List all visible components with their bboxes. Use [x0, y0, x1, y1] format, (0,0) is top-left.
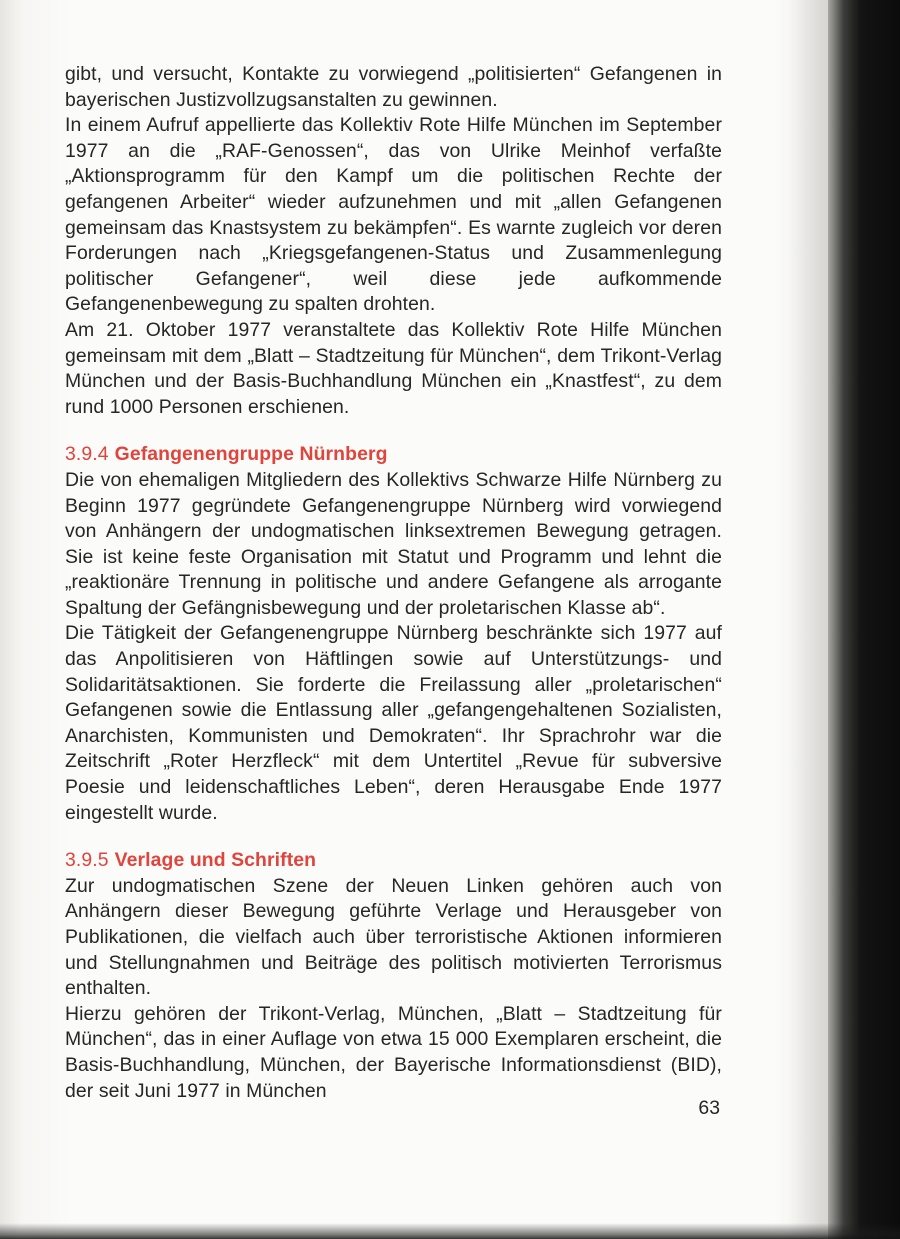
- section-gap: [65, 826, 722, 848]
- section-number: 3.9.5: [65, 849, 109, 872]
- book-binding-edge: [828, 0, 900, 1239]
- paragraph-intro-2: In einem Aufruf appellierte das Kollektiv Rote Hilfe München im September 1977 an die „RAF-Genossen“, das von Ulrike Meinhof verfaßte „Aktionsprogramm für den Kampf um die politischen Rechte der gefangenen Arbeiter“ wieder aufzunehmen und mit „allen Gefangenen gemeinsam das Knastsystem zu bekämpfen“. Es warnte zugleich vor deren Forderungen nach „Kriegsgefangenen-Status und Zusammenlegung politischer Gefangener“, weil diese jede aufkommende Gefangenenbewegung zu spalten drohten.: [65, 114, 722, 316]
- binding-shadow: [788, 0, 828, 1239]
- page-bottom-edge: [0, 1223, 900, 1239]
- paragraph-intro-3: Am 21. Oktober 1977 veranstaltete das Kollektiv Rote Hilfe München gemeinsam mit dem „Blatt – Stadtzeitung für München“, dem Trikont-Verlag München und der Basis-Buchhandlung München ein „Knastfest“, zu dem rund 1000 Personen erschienen.: [65, 318, 722, 418]
- section-title: Verlage und Schriften: [114, 849, 317, 872]
- paragraph-394-1: Die von ehemaligen Mitgliedern des Kollektivs Schwarze Hilfe Nürnberg zu Beginn 1977 gegründete Gefangenengruppe Nürnberg wird vorwiegend von Anhängern der undogmatischen linksextremen Bewegung getragen. Sie ist keine feste Organisation mit Statut und Programm und lehnt die „reaktionäre Trennung in politische und andere Gefangene als arrogante Spaltung der Gefängnisbewegung und der proletarischen Klasse ab“.: [65, 468, 722, 619]
- page-number: 63: [698, 1097, 720, 1119]
- page-body: [65, 62, 722, 1104]
- page-left-shading: [0, 0, 22, 1239]
- paragraph-intro-1: gibt, und versucht, Kontakte zu vorwiegend „politisierten“ Gefangenen in bayerischen Justizvollzugsanstalten zu gewinnen.: [65, 63, 722, 111]
- section-gap: [65, 420, 722, 442]
- section-heading-394: [65, 442, 722, 468]
- section-number: 3.9.4: [65, 443, 109, 466]
- paragraph-394-2: Die Tätigkeit der Gefangenengruppe Nürnberg beschränkte sich 1977 auf das Anpolitisieren von Häftlingen sowie auf Unterstützungs- und Solidaritätsaktionen. Sie forderte die Freilassung aller „proletarischen“ Gefangenen sowie die Entlassung aller „gefangengehaltenen Sozialisten, Anarchisten, Kommunisten und Demokraten“. Ihr Sprachrohr war die Zeitschrift „Roter Herzfleck“ mit dem Untertitel „Revue für subversive Poesie und leidenschaftliches Leben“, deren Herausgabe Ende 1977 eingestellt wurde.: [65, 622, 722, 824]
- paragraph-395-1: Zur undogmatischen Szene der Neuen Linken gehören auch von Anhängern dieser Bewegung geführte Verlage und Herausgeber von Publikationen, die vielfach auch über terroristische Aktionen informieren und Stellungnahmen und Beiträge des politisch motivierten Terrorismus enthalten.: [65, 874, 722, 1000]
- section-title: Gefangenengruppe Nürnberg: [114, 443, 388, 466]
- section-heading-395: [65, 848, 722, 874]
- paragraph-395-2: Hierzu gehören der Trikont-Verlag, München, „Blatt – Stadtzeitung für München“, das in einer Auflage von etwa 15 000 Exemplaren erscheint, die Basis-Buchhandlung, München, der Bayerische Informationsdienst (BID), der seit Juni 1977 in München: [65, 1002, 722, 1102]
